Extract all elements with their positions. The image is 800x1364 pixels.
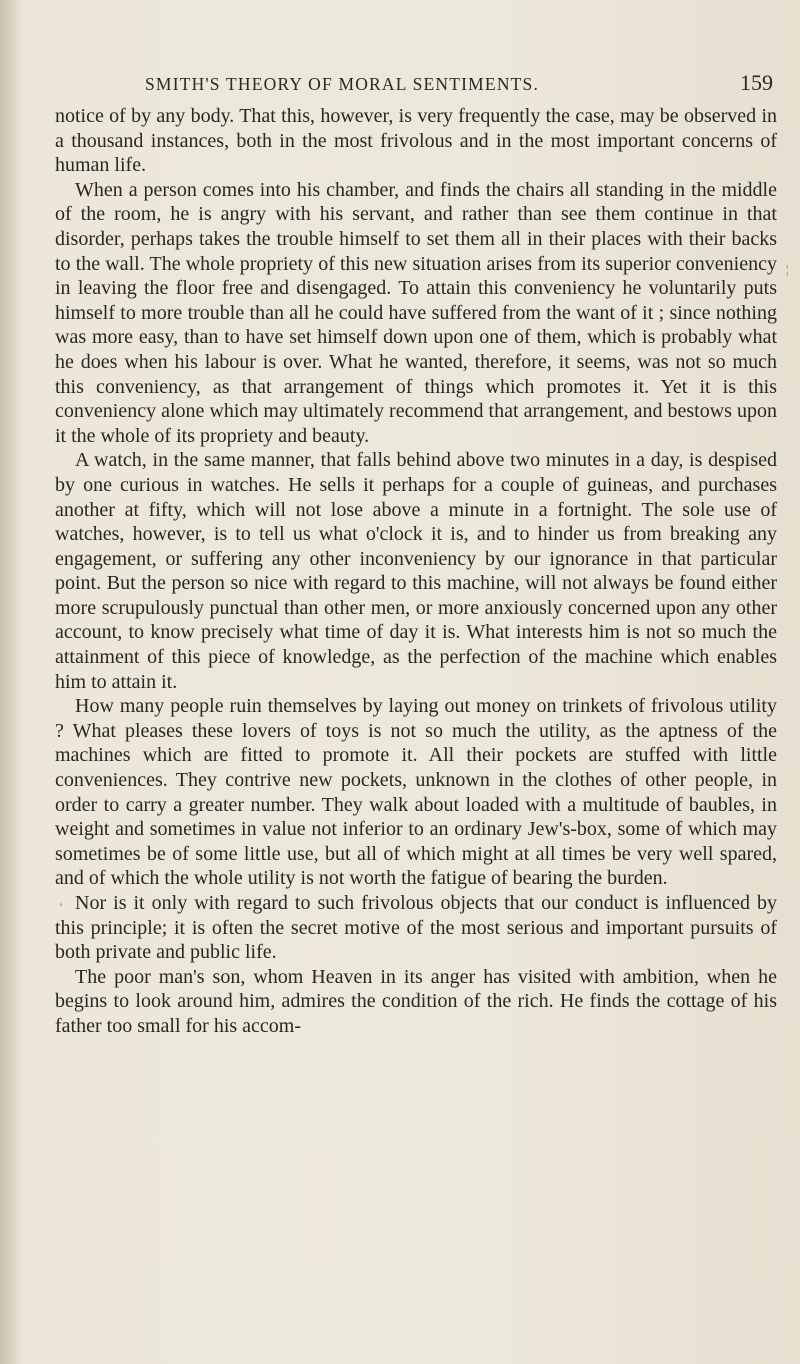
paragraph-watch: A watch, in the same manner, that falls behind above two minutes in a day, is despised by one curious in watches. He sells it perhaps for a couple of guineas, and purchases another at fifty, which will not lose above a minute in a fortnight. The sole use of watches, however, is to tell us what o'clock it is, and to hinder us from breaking any engagement, or suffering any other inconveniency by our ignorance in that particular point. But the person so nice with regard to this machine, will not always be found either more scrupulously punctual than other men, or more anxiously concerned upon any other account, to know precisely what time of day it is. What interests him is not so much the attainment of this piece of knowledge, as the perfection of the machine which enables him to attain it. xyxy=(55,449,777,693)
paragraph-poor-mans-son: The poor man's son, whom Heaven in its anger has visited with ambition, when he begins to look around him, admires the condition of the rich. He finds the cottage of his father too small for his accom- xyxy=(55,965,777,1037)
margin-tick-mark: ' xyxy=(60,900,63,914)
paragraph-trinkets: How many people ruin themselves by laying out money on trinkets of frivolous utility ? What pleases these lovers of toys is not so much the utility, as the aptness of the machines which are fitted to promote it. All their pockets are stuffed with little conveniences. They contrive new pockets, unknown in the clothes of other people, in order to carry a greater number. They walk about loaded with a multitude of baubles, in weight and sometimes in value not inferior to an ordinary Jew's-box, some of which may sometimes be of some little use, but all of which might at all times be very well spared, and of which the whole utility is not worth the fatigue of bearing the burden. xyxy=(55,695,777,890)
page-number: 159 xyxy=(740,70,773,95)
running-head: SMITH'S THEORY OF MORAL SENTIMENTS. xyxy=(145,74,540,94)
body-text xyxy=(55,104,777,1039)
paragraph-principle: Nor is it only with regard to such frivolous objects that our conduct is influenced by this principle; it is often the secret motive of the most serious and important pursuits of both private and public life. xyxy=(55,892,777,964)
paragraph-chairs: When a person comes into his chamber, and finds the chairs all standing in the middle of the room, he is angry with his servant, and rather than see them continue in that disorder, perhaps takes the trouble himself to set them all in their places with their backs to the wall. The whole propriety of this new situation arises from its superior conveniency in leaving the floor free and disengaged. To attain this conveniency he voluntarily puts himself to more trouble than all he could have suffered from the want of it ; since nothing was more easy, than to have set himself down upon one of them, which is probably what he does when his labour is over. What he wanted, therefore, it seems, was not so much this conveniency, as that arrangement of things which promotes it. Yet it is this conveniency alone which may ultimately recommend that arrangement, and bestows upon it the whole of its propriety and beauty. xyxy=(55,178,777,447)
gutter-shadow xyxy=(0,0,22,1364)
margin-tick-mark: ¦ xyxy=(786,262,789,276)
paragraph-continuation: notice of by any body. That this, however, is very frequently the case, may be observed in a thousand instances, both in the most frivolous and in the most important concerns of human life. xyxy=(55,105,777,177)
